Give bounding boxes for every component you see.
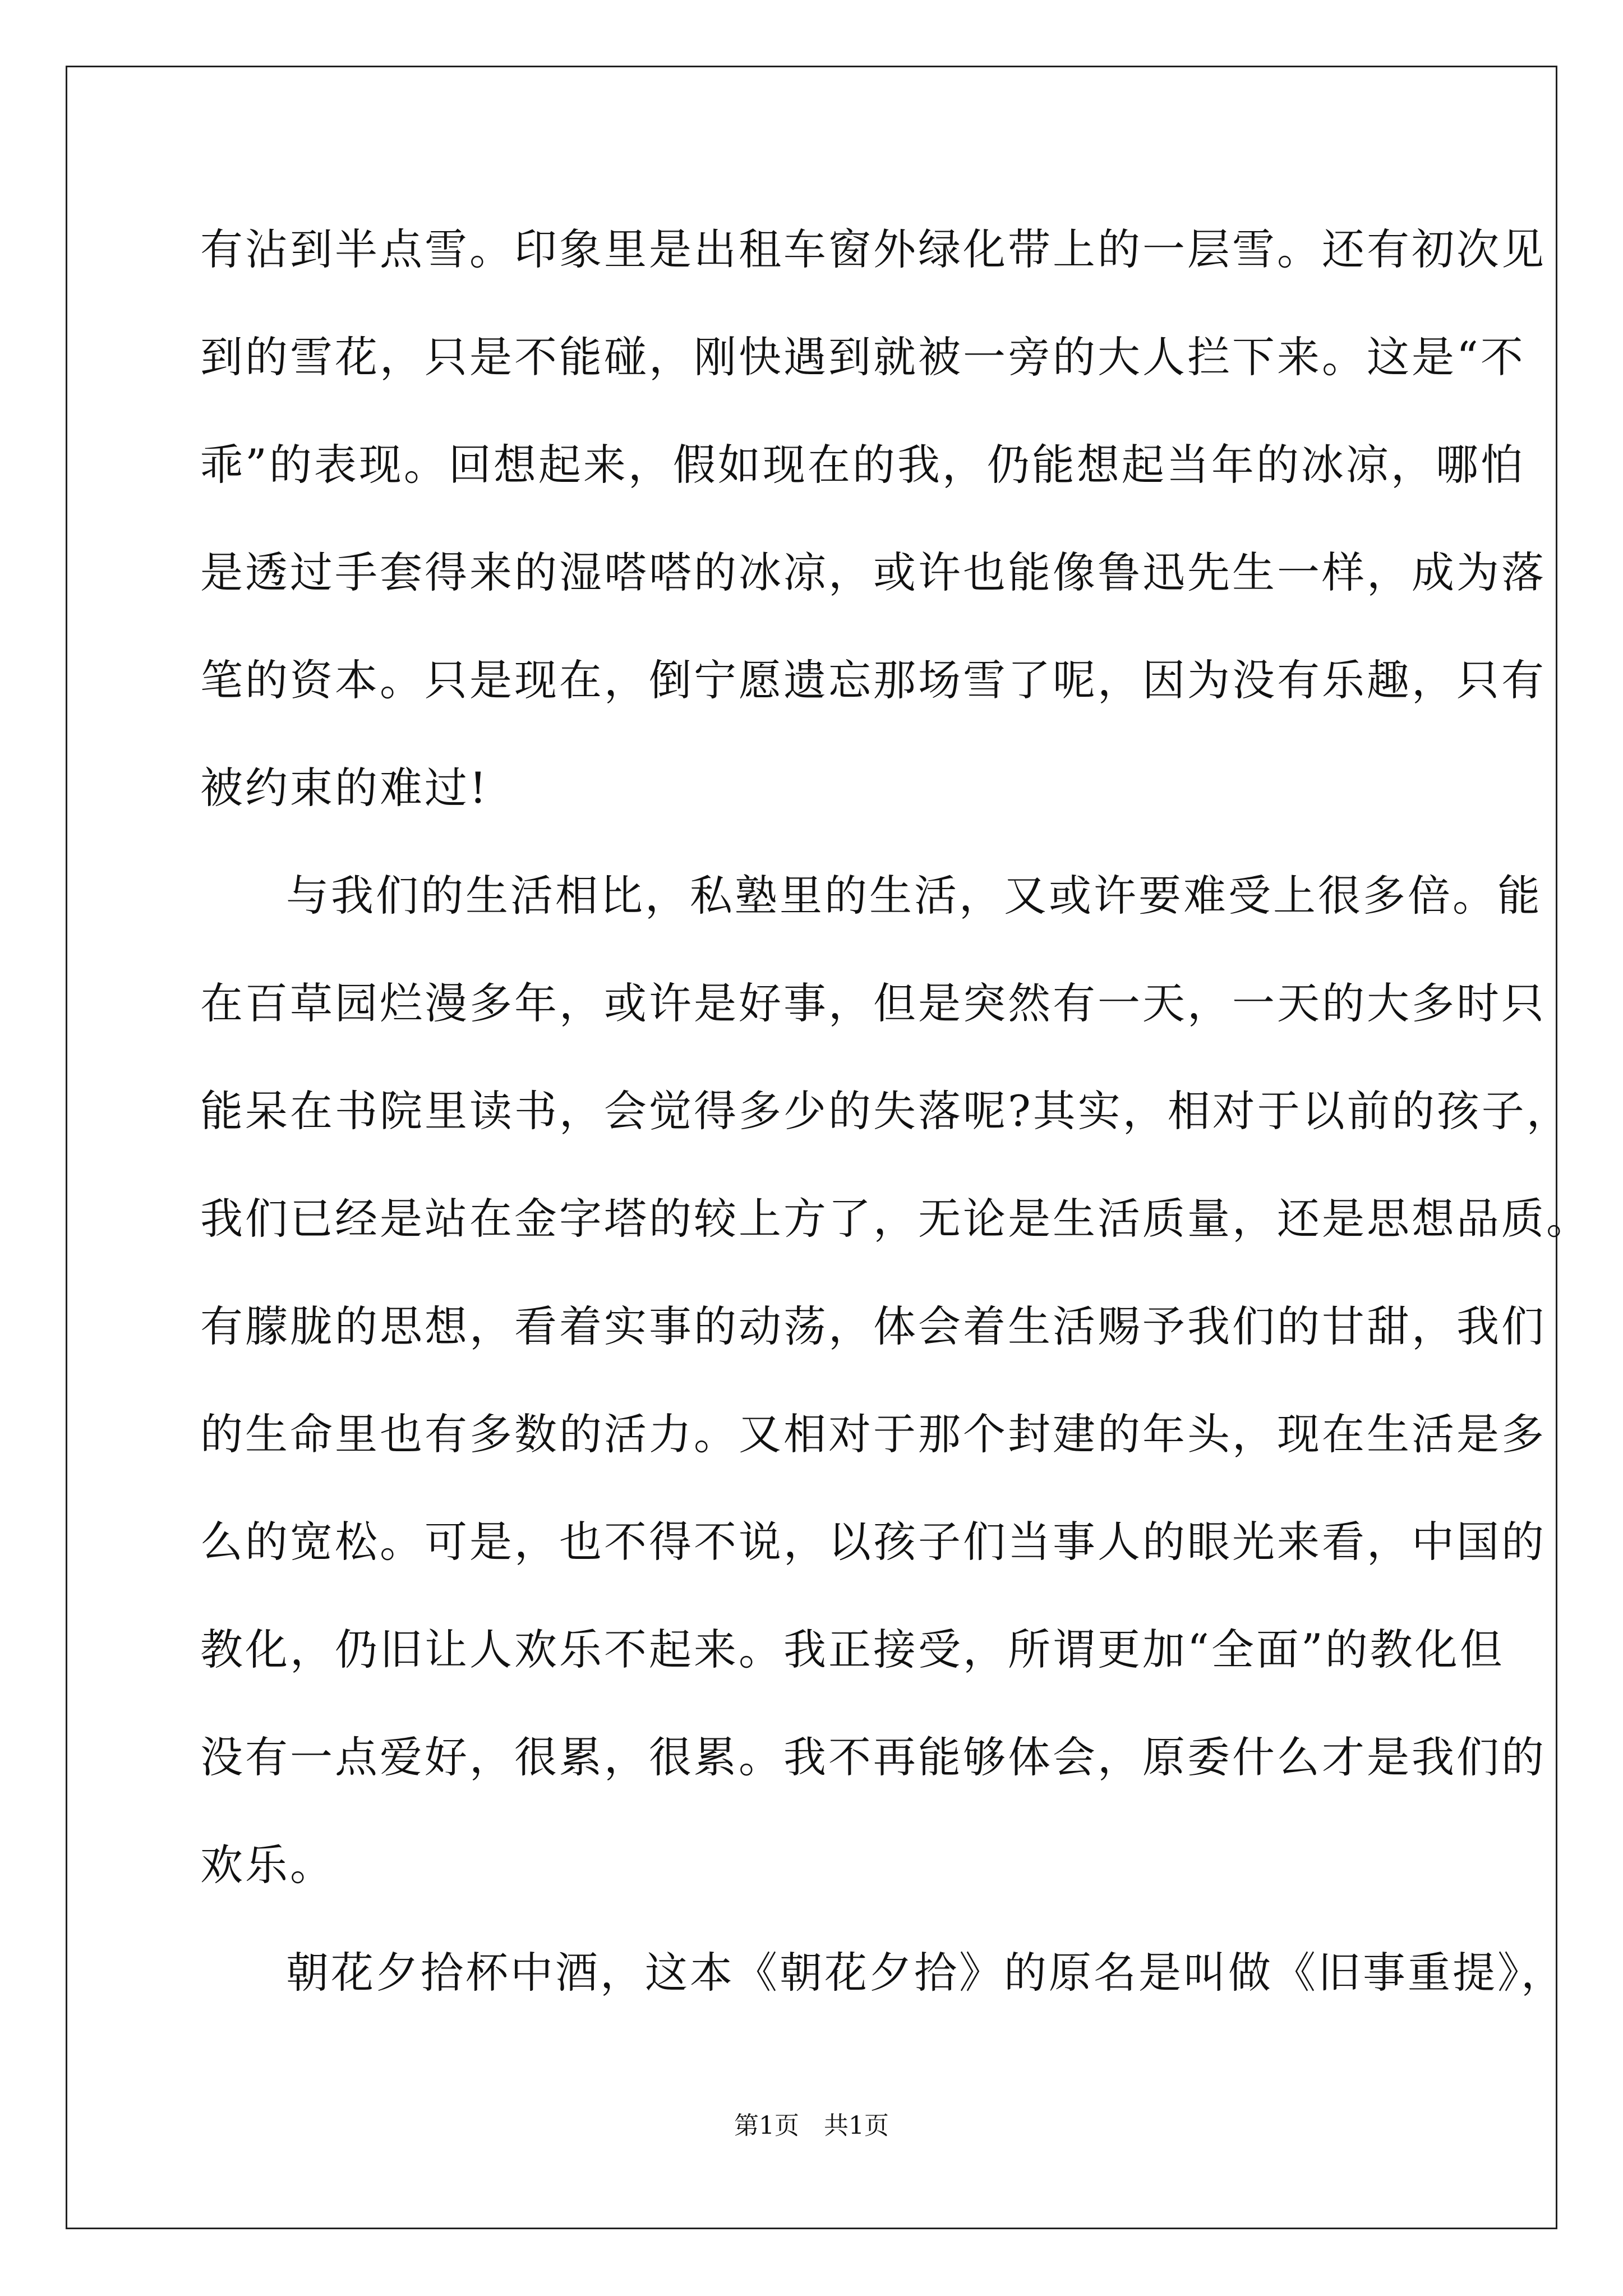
- text-line: 教化，仍旧让人欢乐不起来。我正接受，所谓更加“全面”的教化但: [200, 1625, 1505, 1674]
- text-line: 么的宽松。可是，也不得不说，以孩子们当事人的眼光来看，中国的: [200, 1517, 1546, 1567]
- text-line: 有朦胧的思想，看着实事的动荡，体会着生活赐予我们的甘甜，我们: [200, 1301, 1546, 1351]
- text-line: 被约束的难过!: [200, 763, 489, 813]
- paragraph-start-line: 朝花夕拾杯中酒，这本《朝花夕拾》的原名是叫做《旧事重提》，: [286, 1948, 1566, 1998]
- paragraph-start-line: 与我们的生活相比，私塾里的生活，又或许要难受上很多倍。能: [286, 871, 1542, 921]
- text-line: 是透过手套得来的湿嗒嗒的冰凉，或许也能像鲁迅先生一样，成为落: [200, 547, 1546, 597]
- text-line: 笔的资本。只是现在，倒宁愿遗忘那场雪了呢，因为没有乐趣，只有: [200, 655, 1546, 705]
- text-line: 在百草园烂漫多年，或许是好事，但是突然有一天，一天的大多时只: [200, 978, 1546, 1028]
- text-line: 乖”的表现。回想起来，假如现在的我，仍能想起当年的冰凉，哪怕: [200, 440, 1525, 490]
- document-body: [200, 219, 1591, 2050]
- text-line: 的生命里也有多数的活力。又相对于那个封建的年头，现在生活是多: [200, 1409, 1546, 1459]
- text-line: 能呆在书院里读书，会觉得多少的失落呢?其实，相对于以前的孩子，: [200, 1086, 1571, 1136]
- text-line: 到的雪花，只是不能碰，刚快遇到就被一旁的大人拦下来。这是“不: [200, 332, 1525, 382]
- text-line: 有沾到半点雪。印象里是出租车窗外绿化带上的一层雪。还有初次见: [200, 224, 1546, 274]
- text-line: 欢乐。: [200, 1840, 335, 1890]
- text-line: 我们已经是站在金字塔的较上方了，无论是生活质量，还是思想品质。: [200, 1194, 1591, 1244]
- page-number-footer: 第1页 共1页: [734, 2111, 889, 2140]
- text-line: 没有一点爱好，很累，很累。我不再能够体会，原委什么才是我们的: [200, 1732, 1546, 1782]
